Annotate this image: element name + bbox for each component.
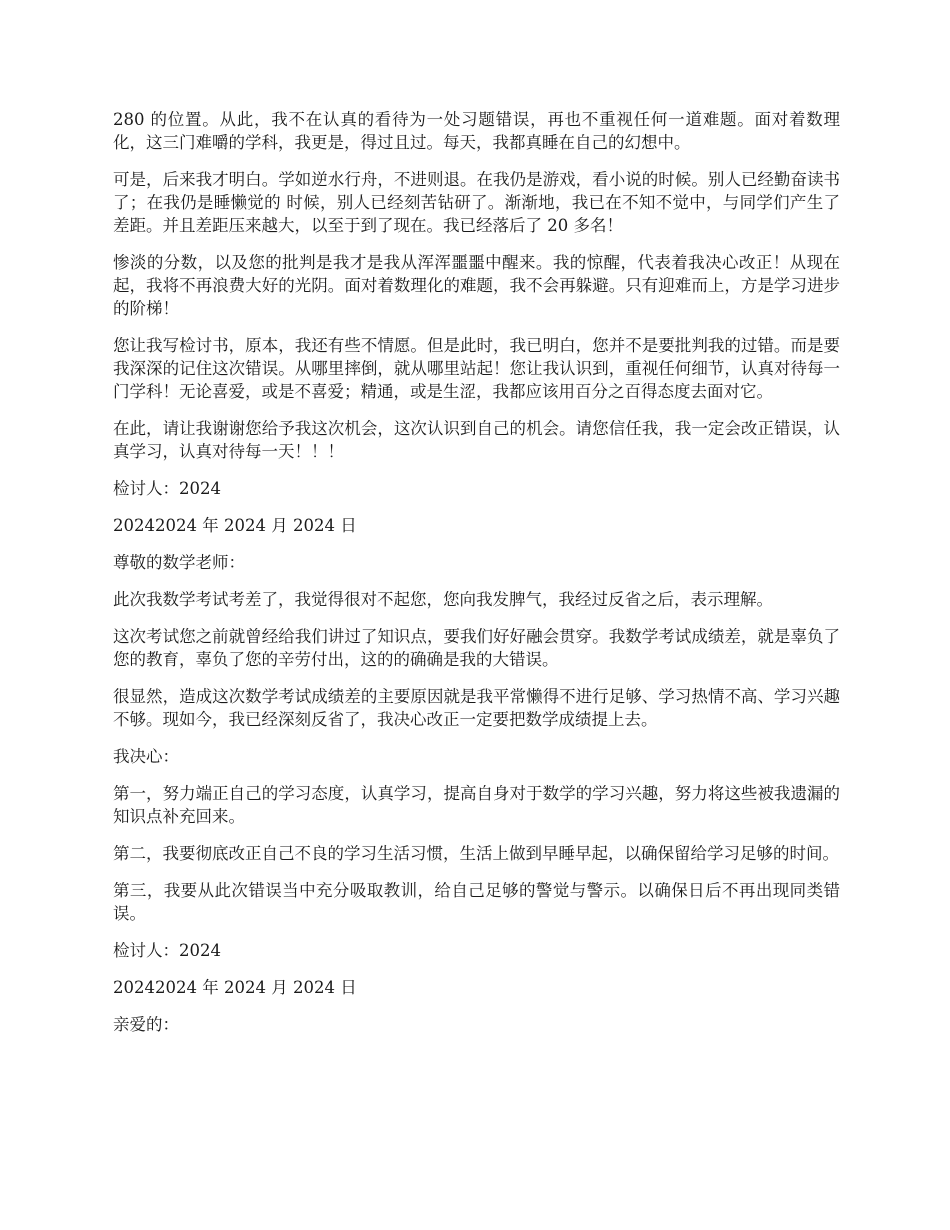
resolution-heading: 我决心：	[113, 747, 179, 766]
paragraph-1: 280 的位置。从此，我不在认真的看待为一处习题错误，再也不重视任何一道难题。面对着数理化，这三门难嚼的学科，我更是，得过且过。每天，我都真睡在自己的幻想中。	[113, 110, 840, 152]
salutation-2: 亲爱的：	[113, 1015, 179, 1034]
document-body	[113, 108, 840, 1050]
signature-line-1: 检讨人：2024	[113, 479, 221, 498]
signature-line-2: 检讨人：2024	[113, 941, 221, 960]
paragraph-2: 可是，后来我才明白。学如逆水行舟，不进则退。在我仍是游戏，看小说的时候。别人已经勤奋读书了；在我仍是睡懒觉的 时候，别人已经刻苦钻研了。渐渐地，我已在不知不觉中，与同学们产生了差距。并且差距压来越大，以至于到了现在。我已经落后了 20 多名！	[113, 170, 840, 235]
paragraph-6: 此次我数学考试考差了，我觉得很对不起您，您向我发脾气，我经过反省之后，表示理解。	[113, 590, 773, 609]
paragraph-3: 惨淡的分数，以及您的批判是我才是我从浑浑噩噩中醒来。我的惊醒，代表着我决心改正！从现在起，我将不再浪费大好的光阴。面对着数理化的难题，我不会再躲避。只有迎难而上，方是学习进步的阶梯！	[113, 253, 840, 318]
resolution-item-1: 第一，努力端正自己的学习态度，认真学习，提高自身对于数学的学习兴趣，努力将这些被我遗漏的知识点补充回来。	[113, 784, 840, 826]
paragraph-7: 这次考试您之前就曾经给我们讲过了知识点，要我们好好融会贯穿。我数学考试成绩差，就是辜负了您的教育，辜负了您的辛劳付出，这的的确确是我的大错误。	[113, 627, 840, 669]
paragraph-4: 您让我写检讨书，原本，我还有些不情愿。但是此时，我已明白，您并不是要批判我的过错。而是要我深深的记住这次错误。从哪里摔倒，就从哪里站起！您让我认识到，重视任何细节，认真对待每一门学科！无论喜爱，或是不喜爱；精通，或是生涩，我都应该用百分之百得态度去面对它。	[113, 336, 840, 401]
paragraph-5: 在此，请让我谢谢您给予我这次机会，这次认识到自己的机会。请您信任我，我一定会改正错误，认真学习，认真对待每一天！！！	[113, 419, 840, 461]
resolution-item-3: 第三，我要从此次错误当中充分吸取教训，给自己足够的警觉与警示。以确保日后不再出现同类错误。	[113, 881, 840, 923]
resolution-item-2: 第二，我要彻底改正自己不良的学习生活习惯，生活上做到早睡早起，以确保留给学习足够的时间。	[113, 844, 839, 863]
date-line-1: 20242024 年 2024 月 2024 日	[113, 516, 357, 535]
date-line-2: 20242024 年 2024 月 2024 日	[113, 978, 357, 997]
salutation-1: 尊敬的数学老师：	[113, 553, 245, 572]
paragraph-8: 很显然，造成这次数学考试成绩差的主要原因就是我平常懒得不进行足够、学习热情不高、学习兴趣不够。现如今，我已经深刻反省了，我决心改正一定要把数学成绩提上去。	[113, 687, 840, 729]
